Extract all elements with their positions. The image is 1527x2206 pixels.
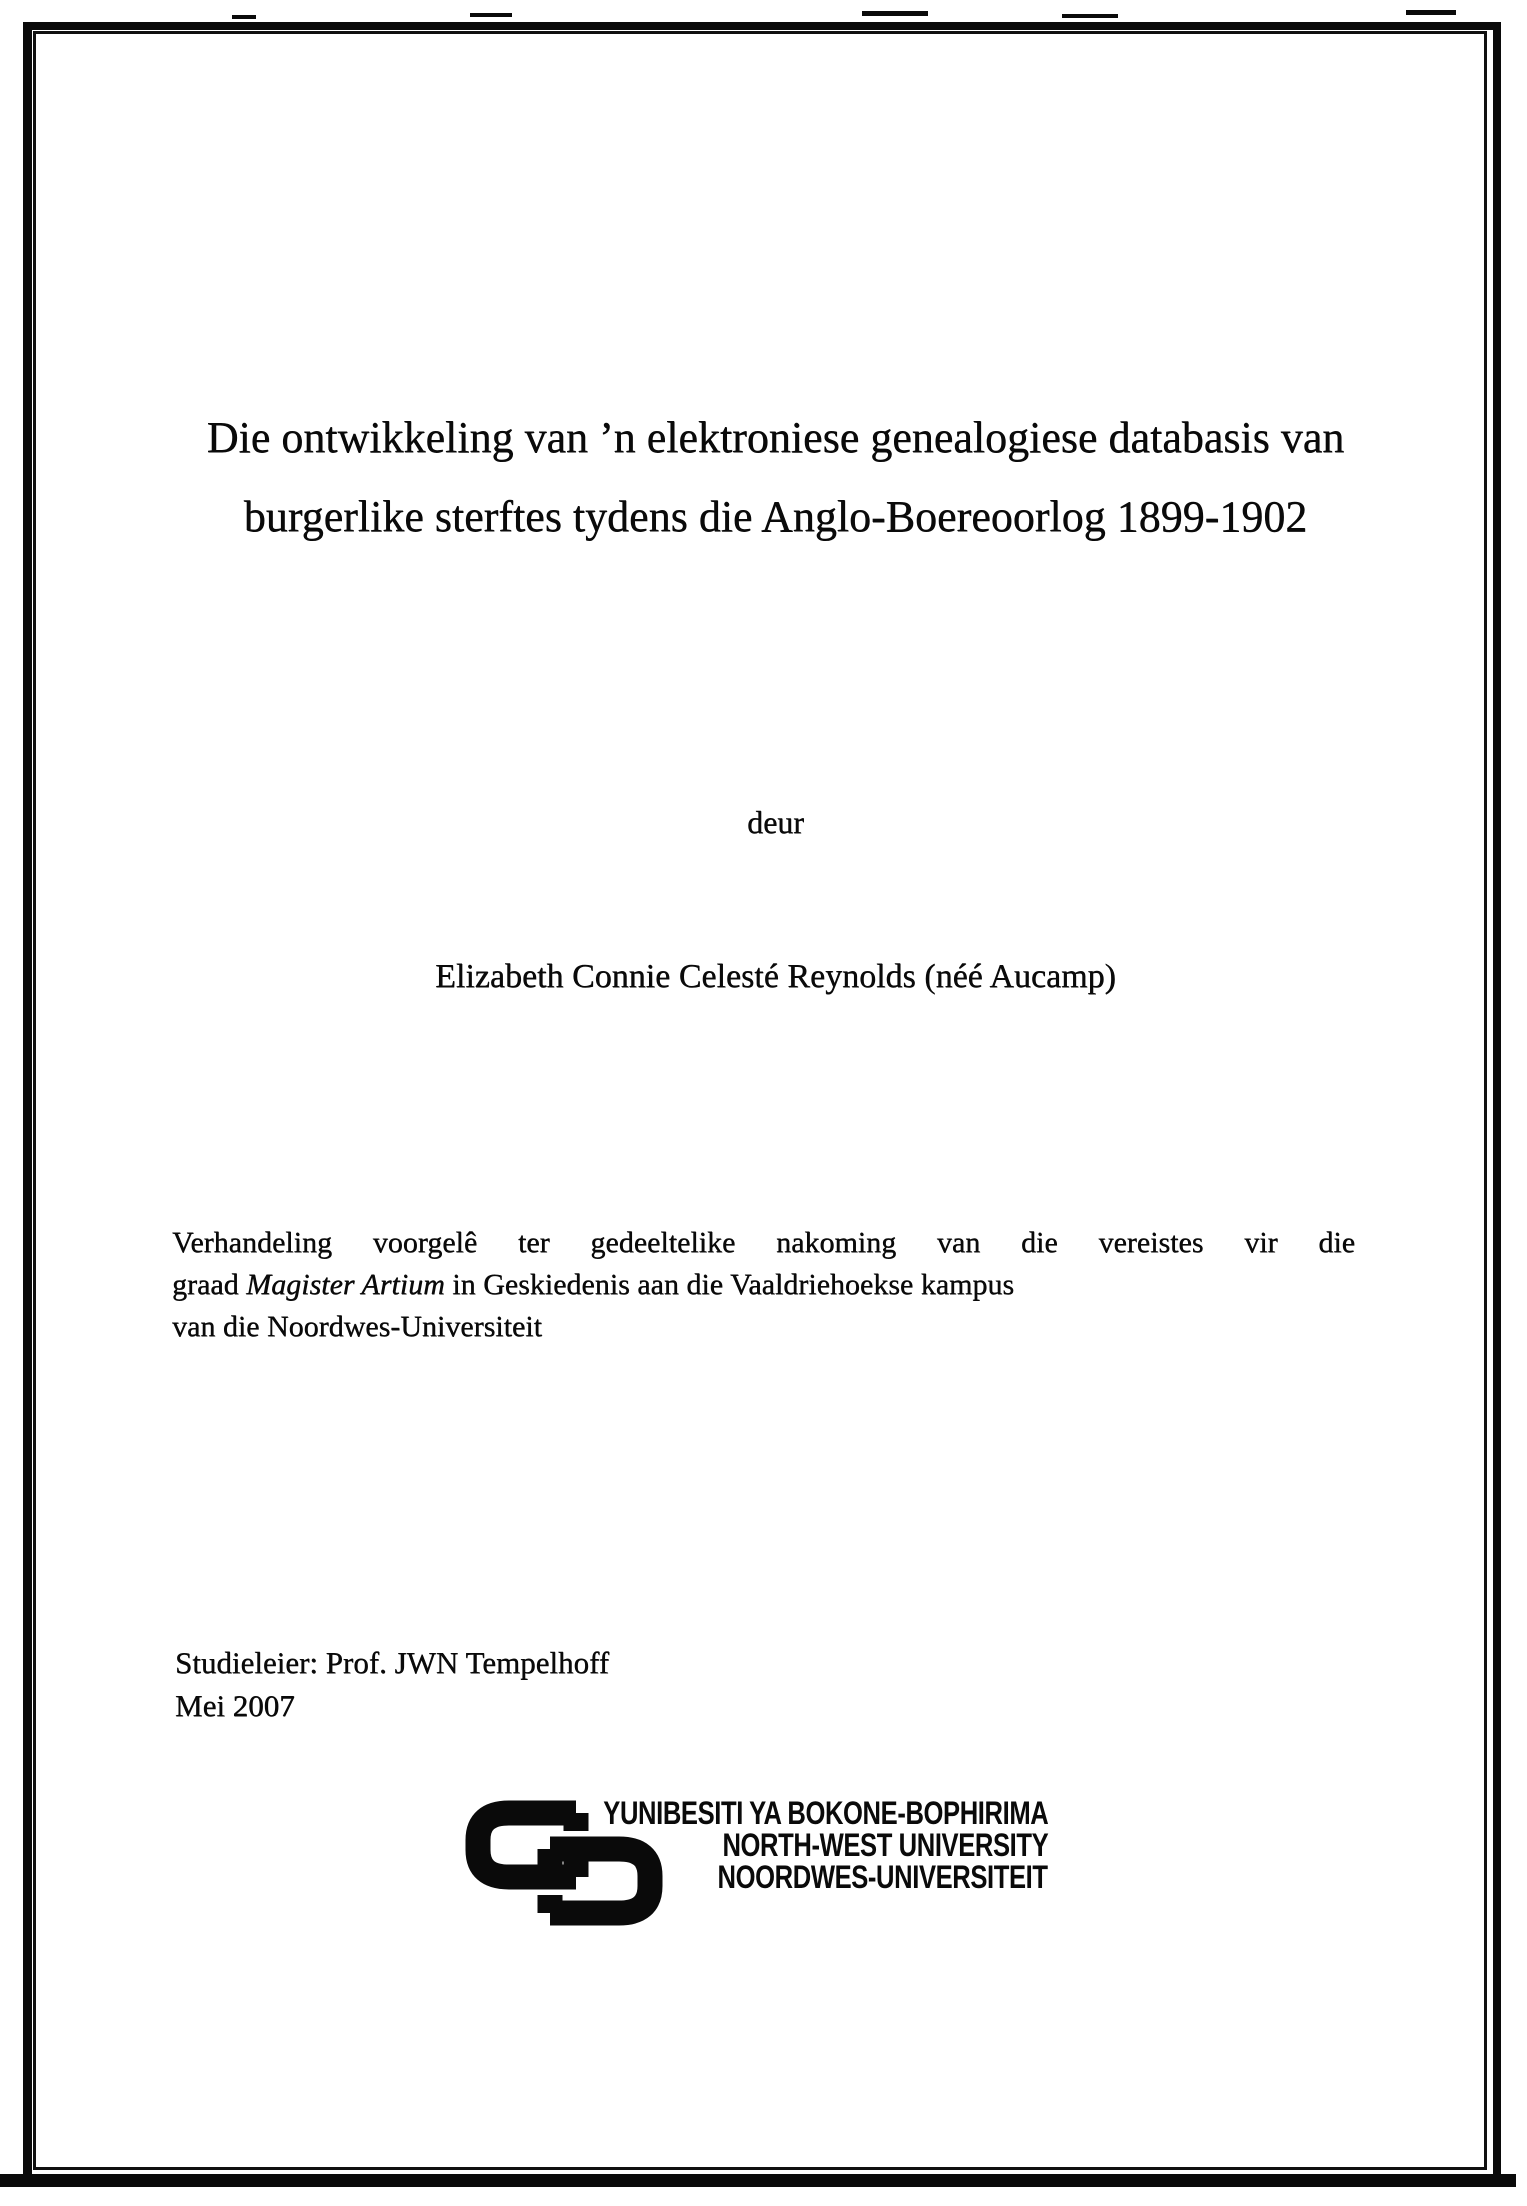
byline-deur: deur <box>747 804 804 840</box>
supervisor-line: Studieleier: Prof. JWN Tempelhoff <box>175 1645 610 1680</box>
supervisor-block <box>175 1641 609 1727</box>
thesis-title <box>40 398 1511 556</box>
university-logo-text <box>492 1797 1048 1893</box>
submission-line-3: van die Noordwes-Universiteit <box>172 1310 542 1343</box>
scan-artifact-dash <box>1406 10 1456 15</box>
page-border-bottom <box>0 2174 1516 2187</box>
scan-artifact-dash <box>232 15 256 19</box>
thesis-title-line-1: Die ontwikkeling van ’n elektroniese genealogiese databasis van <box>206 413 1345 462</box>
degree-name-italic: Magister Artium <box>246 1268 445 1301</box>
scan-artifact-dash <box>862 11 928 16</box>
submission-line-1: Verhandeling voorgelê ter gedeeltelike nakoming van die vereistes vir die <box>172 1226 1355 1259</box>
thesis-title-line-2: burgerlike sterftes tydens die Anglo-Boereoorlog 1899-1902 <box>243 492 1308 541</box>
submission-line-2-prefix: graad <box>172 1268 239 1301</box>
date-line: Mei 2007 <box>175 1688 295 1723</box>
logo-text-english: NORTH-WEST UNIVERSITY <box>722 1827 1048 1863</box>
submission-statement <box>172 1222 1355 1348</box>
author-name: Elizabeth Connie Celesté Reynolds (néé Aucamp) <box>435 958 1116 995</box>
logo-text-afrikaans: NOORDWES-UNIVERSITEIT <box>717 1859 1048 1895</box>
scan-artifact-dash <box>1062 14 1118 18</box>
logo-text-setswana: YUNIBESITI YA BOKONE-BOPHIRIMA <box>602 1795 1048 1831</box>
submission-line-2-suffix: in Geskiedenis aan die Vaaldriehoekse kampus <box>452 1268 1015 1301</box>
submission-line-2 <box>172 1264 1355 1306</box>
scan-artifact-dash <box>470 13 512 17</box>
